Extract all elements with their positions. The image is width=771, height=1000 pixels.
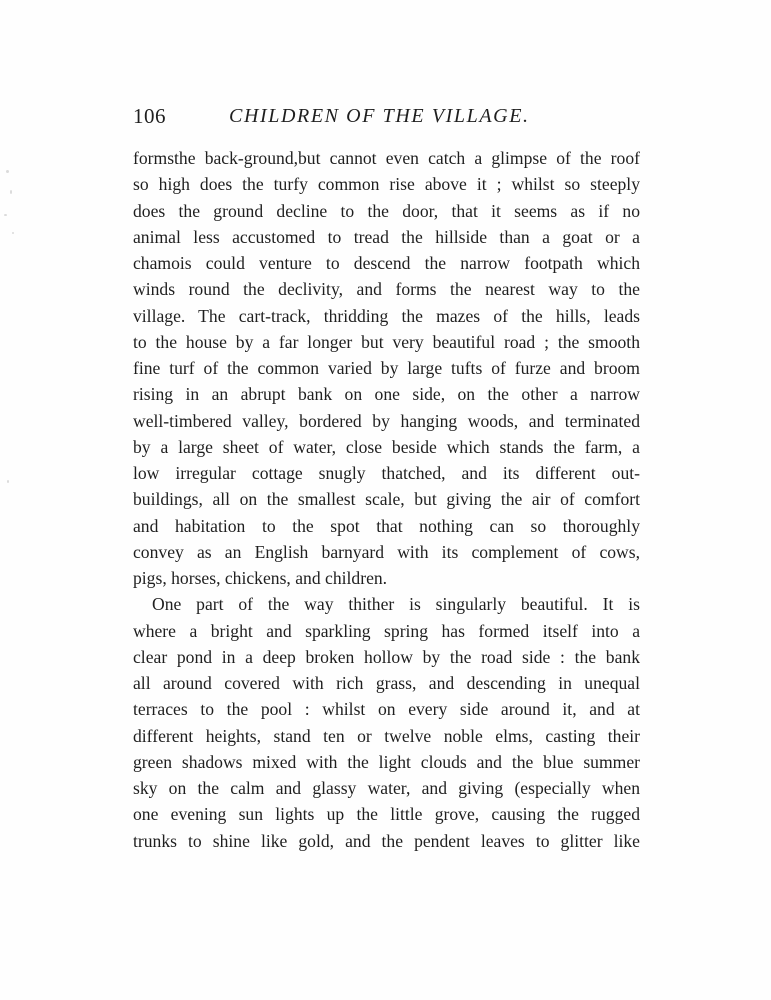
text-line: buildings, all on the smallest scale, but giving the air of comfort <box>133 489 640 510</box>
text-line: so high does the turfy common rise above it ; whilst so steeply <box>133 174 640 195</box>
text-line: by a large sheet of water, close beside which stands the farm, a <box>133 436 640 457</box>
text-line: terraces to the pool : whilst on every side around it, and at <box>133 699 640 720</box>
text-line: to the house by a far longer but very beautiful road ; the smooth <box>133 331 640 352</box>
running-title: CHILDREN OF THE VILLAGE. <box>229 105 530 127</box>
paragraph-end-line: pigs, horses, chickens, and children. <box>133 568 388 588</box>
text-line: low irregular cottage snugly thatched, and its different out- <box>133 463 640 483</box>
text-line: different heights, stand ten or twelve noble elms, casting their <box>133 725 640 746</box>
text-line: well-timbered valley, bordered by hanging woods, and terminated <box>133 410 640 431</box>
paragraph-start-line: One part of the way thither is singularly beautiful. It is <box>152 594 640 615</box>
text-line: sky on the calm and glassy water, and giving (especially when <box>133 778 640 798</box>
text-line: all around covered with rich grass, and descending in unequal <box>133 673 640 693</box>
text-line: formsthe back-ground,but cannot even catch a glimpse of the roof <box>133 148 640 168</box>
text-line: fine turf of the common varied by large tufts of furze and broom <box>133 358 640 378</box>
text-line: green shadows mixed with the light clouds and the blue summer <box>133 751 640 772</box>
text-line: rising in an abrupt bank on one side, on the other a narrow <box>133 384 640 405</box>
page-number: 106 <box>133 104 166 128</box>
text-line: one evening sun lights up the little grove, causing the rugged <box>133 804 640 825</box>
body-text <box>133 145 640 854</box>
text-line: trunks to shine like gold, and the pendent leaves to glitter like <box>133 830 640 851</box>
text-line: where a bright and sparkling spring has formed itself into a <box>133 620 640 641</box>
text-line: winds round the declivity, and forms the nearest way to the <box>133 279 640 300</box>
text-line: does the ground decline to the door, that it seems as if no <box>133 200 640 221</box>
text-line: animal less accustomed to tread the hillside than a goat or a <box>133 226 640 247</box>
scan-speck <box>4 214 7 216</box>
text-line: chamois could venture to descend the narrow footpath which <box>133 253 640 273</box>
running-head <box>133 101 640 131</box>
scan-speck <box>12 232 14 234</box>
scan-speck <box>6 170 9 173</box>
scan-speck <box>7 480 9 483</box>
text-line: clear pond in a deep broken hollow by the road side : the bank <box>133 646 640 667</box>
text-line: village. The cart-track, thridding the mazes of the hills, leads <box>133 305 640 326</box>
text-line: and habitation to the spot that nothing can so thoroughly <box>133 515 640 536</box>
text-line: convey as an English barnyard with its complement of cows, <box>133 541 640 562</box>
scan-speck <box>10 190 12 194</box>
